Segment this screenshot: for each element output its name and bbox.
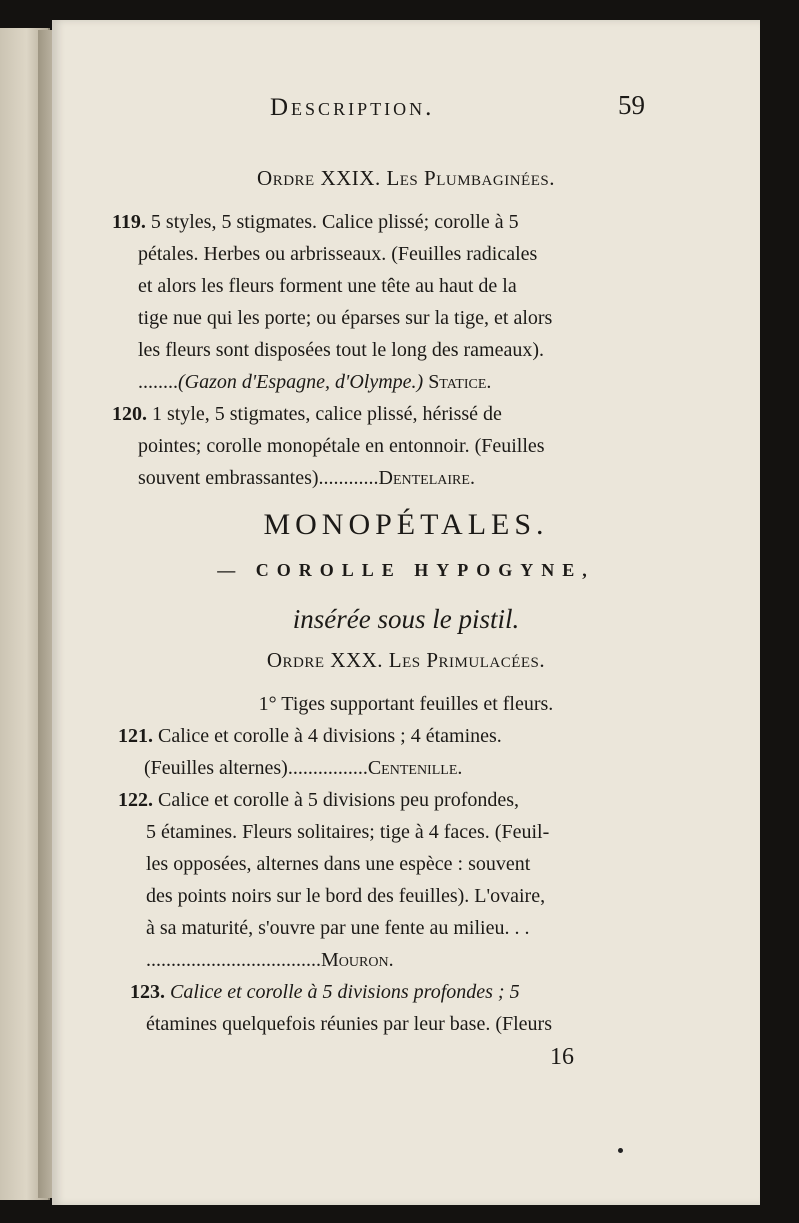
entry-text: (Feuilles alternes) bbox=[144, 757, 288, 779]
entry-119-line-3: et alors les fleurs forment une tête au haut de la bbox=[138, 275, 517, 297]
leader-dots: ............ bbox=[318, 467, 379, 489]
order-title-xxix: Ordre XXIX. Les Plumbaginées. bbox=[257, 166, 555, 190]
entry-119-line-6 bbox=[138, 366, 491, 398]
genus-name: Dentelaire. bbox=[378, 467, 475, 489]
entry-121-line-1 bbox=[118, 720, 502, 752]
book-page bbox=[52, 20, 760, 1205]
leader-dots: ................ bbox=[287, 757, 368, 779]
entry-122-line-5: à sa maturité, s'ouvre par une fente au milieu. . . bbox=[146, 917, 530, 939]
entry-123-line-1 bbox=[130, 976, 520, 1008]
entry-119-line-2: pétales. Herbes ou arbrisseaux. (Feuilles radicales bbox=[138, 243, 538, 265]
entry-122-line-4: des points noirs sur le bord des feuilles). L'ovaire, bbox=[146, 885, 546, 907]
entry-123-line-2: étamines quelquefois réunies par leur base. (Fleurs bbox=[146, 1013, 552, 1035]
entry-119-line-4: tige nue qui les porte; ou éparses sur la tige, et alors bbox=[138, 307, 553, 329]
entry-text: Calice et corolle à 5 divisions peu profondes, bbox=[158, 789, 520, 811]
entry-text: Calice et corolle à 5 divisions profondes ; 5 bbox=[170, 981, 520, 1003]
division-title: MONOPÉTALES. bbox=[263, 508, 549, 541]
entry-text: souvent embrassantes) bbox=[138, 467, 319, 489]
entry-122-line-1 bbox=[118, 784, 519, 816]
signature-mark: 16 bbox=[550, 1044, 574, 1070]
running-title: Description. bbox=[270, 94, 435, 121]
genus-name: Mouron. bbox=[321, 949, 394, 971]
entry-119-line-5: les fleurs sont disposées tout le long des rameaux). bbox=[138, 339, 545, 361]
division-italic-line: insérée sous le pistil. bbox=[292, 604, 520, 634]
entry-122-line-6 bbox=[146, 944, 394, 976]
entry-number: 120. bbox=[112, 403, 147, 425]
entry-119-line-1 bbox=[112, 206, 519, 238]
entry-number: 122. bbox=[118, 789, 153, 811]
entry-120-line-1 bbox=[112, 398, 502, 430]
genus-name: Statice. bbox=[428, 371, 492, 393]
common-names: (Gazon d'Espagne, d'Olympe.) bbox=[178, 371, 424, 393]
division-subtitle: — COROLLE HYPOGYNE, bbox=[217, 560, 595, 580]
entry-number: 121. bbox=[118, 725, 153, 747]
entry-120-line-3 bbox=[138, 462, 475, 494]
entry-text: Calice et corolle à 4 divisions ; 4 étamines. bbox=[158, 725, 502, 747]
entry-text: 5 styles, 5 stigmates. Calice plissé; corolle à 5 bbox=[150, 211, 519, 233]
entry-number: 119. bbox=[112, 211, 146, 233]
genus-name: Centenille. bbox=[367, 757, 463, 779]
page-number: 59 bbox=[618, 90, 645, 120]
entry-text: 1 style, 5 stigmates, calice plissé, hérissé de bbox=[152, 403, 502, 425]
order-title-xxx: Ordre XXX. Les Primulacées. bbox=[266, 648, 546, 672]
subheading: 1° Tiges supportant feuilles et fleurs. bbox=[258, 693, 554, 715]
entry-121-line-2 bbox=[144, 752, 462, 784]
entry-120-line-2: pointes; corolle monopétale en entonnoir. (Feuilles bbox=[138, 435, 545, 457]
entry-number: 123. bbox=[130, 981, 165, 1003]
leader-dots: ........ bbox=[138, 371, 178, 393]
entry-122-line-2: 5 étamines. Fleurs solitaires; tige à 4 faces. (Feuil- bbox=[146, 821, 550, 843]
leader-dots: ................................... bbox=[146, 949, 321, 971]
ink-speck bbox=[618, 1148, 623, 1153]
entry-122-line-3: les opposées, alternes dans une espèce : souvent bbox=[146, 853, 531, 875]
